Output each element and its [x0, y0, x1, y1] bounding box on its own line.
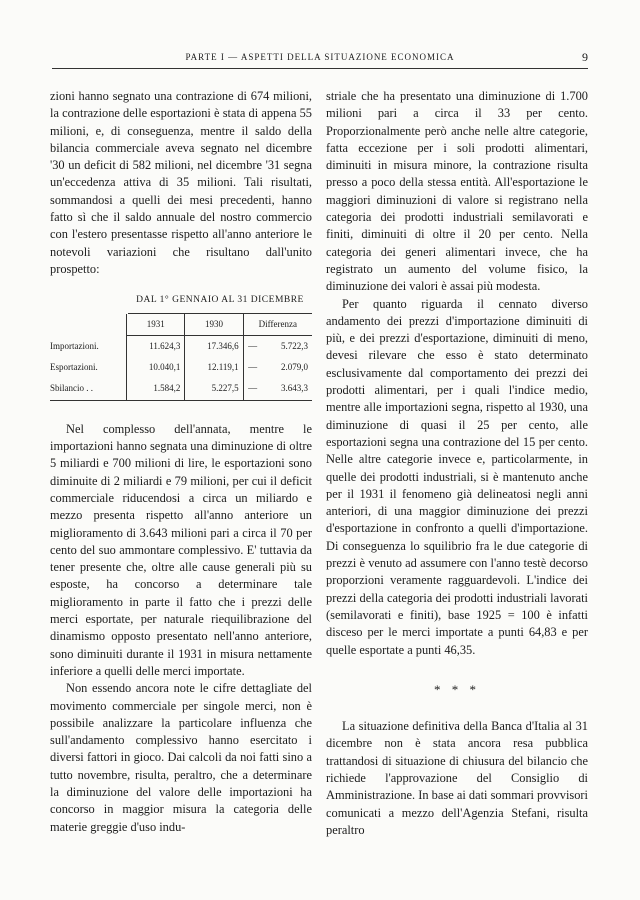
row-label: Importazioni.	[50, 340, 99, 351]
cell-diff: 3.643,3	[262, 378, 312, 400]
table-corner	[50, 314, 127, 336]
cell-1931: 10.040,1	[127, 357, 185, 378]
running-title: PARTE I — ASPETTI DELLA SITUAZIONE ECONOMICA	[185, 52, 455, 62]
right-column	[326, 88, 588, 839]
cell-1930: 12.119,1	[185, 357, 243, 378]
right-paragraph-1: striale che ha presentato una diminuzione di 1.700 milioni pari a circa il 33 per cento. Proporzionalmente però anche nelle altre categorie, fatta eccezione per i soli prodotti alimentari, diminuiti in misura minore, la contrazione risulta presso a poco della stessa entità. All'esportazione le maggiori diminuzioni di valore si registrano nella categoria dei prodotti industriali semilavorati e finiti, diminuiti di oltre il 20 per cento. Nella categoria dei generi alimentari invece, che ha registrato un aumento del volume fisico, la diminuzione dei valori è assai più modesta.	[326, 89, 588, 294]
cell-1930: 5.227,5	[185, 378, 243, 400]
cell-diff: 2.079,0	[281, 362, 308, 373]
cell-sign: —	[243, 378, 262, 400]
left-paragraph-3: Non essendo ancora note le cifre dettagliate del movimento commerciale per singole merci, non è possibile analizzare la particolare influenza che sull'andamento complessivo hanno esercitato i diversi fattori in gioco. Dai calcoli da noi fatti sino a tutto novembre, risulta, peraltro, che a determinare la diminuzione del valore delle importazioni ha concorso in maggior misura la categoria delle materie greggie d'uso indu-	[50, 681, 312, 834]
table-row	[50, 335, 312, 357]
cell-sign: —	[243, 357, 262, 378]
col-header-1931: 1931	[127, 314, 185, 336]
row-label: Esportazioni.	[50, 362, 98, 373]
left-paragraph-1: zioni hanno segnato una contrazione di 674 milioni, la contrazione delle esportazioni è stata di appena 55 milioni, e, di conseguenza, mentre il saldo della bilancia commerciale aveva segnato nel dicembre '30 un deficit di 582 milioni, nel dicembre '31 segna un'eccedenza attiva di 35 milioni. Tali risultati, sommandosi a quelli dei mesi precedenti, hanno fatto sì che il saldo annuale del nostro commercio con l'estero presentasse rispetto all'anno anteriore le notevoli variazioni che risultano dall'unito prospetto:	[50, 89, 312, 276]
table-caption: DAL 1° GENNAIO AL 31 DICEMBRE	[128, 292, 312, 313]
cell-1931: 1.584,2	[127, 378, 185, 400]
right-paragraph-3: La situazione definitiva della Banca d'Italia al 31 dicembre non è stata ancora resa pubblica trattandosi di situazione di chiusura del bilancio che richiede l'approvazione del Consiglio di Amministrazione. In base ai dati sommari provvisori comunicati a mezzo dell'Agenzia Stefani, risulta peraltro	[326, 719, 588, 837]
table-row	[50, 378, 312, 400]
cell-1931: 11.624,3	[127, 335, 185, 357]
trade-table	[50, 292, 312, 400]
section-separator-asterism: * * *	[434, 681, 480, 697]
col-header-1930: 1930	[185, 314, 243, 336]
cell-sign: —	[243, 335, 262, 357]
right-paragraph-2: Per quanto riguarda il cennato diverso andamento dei prezzi d'importazione diminuiti di più, e dei prezzi d'esportazione, diminuiti di meno, devesi rilevare che esso è stato determinato esclusivamente dal comportamento dei prezzi dei prodotti alimentari, per i quali l'indice medio, mentre alle importazioni segna, rispetto al 1930, una diminuzione di quasi il 25 per cento, alle esportazioni segna una contrazione del 15 per cento. Nelle altre categorie invece e, particolarmente, in quelle dei prodotti industriali, si è mantenuto anche per il 1931 il fenomeno già delineatosi negli anni anteriori, di una maggior diminuzione dei prezzi d'esportazione in confronto a quelli d'importazione. Di conseguenza lo squilibrio fra le due categorie di prezzi è venuto ad assumere con l'anno testè decorso proporzioni veramente ragguardevoli. L'indice dei prezzi della categoria dei prodotti industriali lavorati (semilavorati e finiti), base 1925 = 100 è infatti disceso per le merci importate a punti 64,83 e per quelle esportate a punti 46,35.	[326, 296, 588, 657]
cell-diff: 5.722,3	[281, 340, 308, 351]
row-label: Sbilancio . .	[50, 378, 127, 400]
cell-1930: 17.346,6	[185, 335, 243, 357]
col-header-differenza: Differenza	[243, 314, 312, 336]
left-column	[50, 88, 312, 836]
page-number: 9	[582, 50, 588, 64]
running-header	[52, 52, 588, 69]
table-row	[50, 357, 312, 378]
left-paragraph-2: Nel complesso dell'annata, mentre le importazioni hanno segnata una diminuzione di oltre 5 miliardi e 700 milioni di lire, le esportazioni sono diminuite di 2 miliardi e 79 milioni, per cui il deficit commerciale riducendosi a circa un miliardo e mezzo presenta rispetto all'anno anteriore un miglioramento di 3.643 milioni pari a circa il 70 per cento del suo ammontare complessivo. E' tuttavia da tener presente che, oltre alle cause generali più su esposte, ha concorso a determinare tale miglioramento in parte il fatto che i prezzi delle merci esportate, per naturale riequilibrazione del dinamismo opposto presentato nell'anno anteriore, sono diminuiti durante il 1931 in misura nettamente inferiore a quelli delle merci importate.	[50, 421, 312, 678]
